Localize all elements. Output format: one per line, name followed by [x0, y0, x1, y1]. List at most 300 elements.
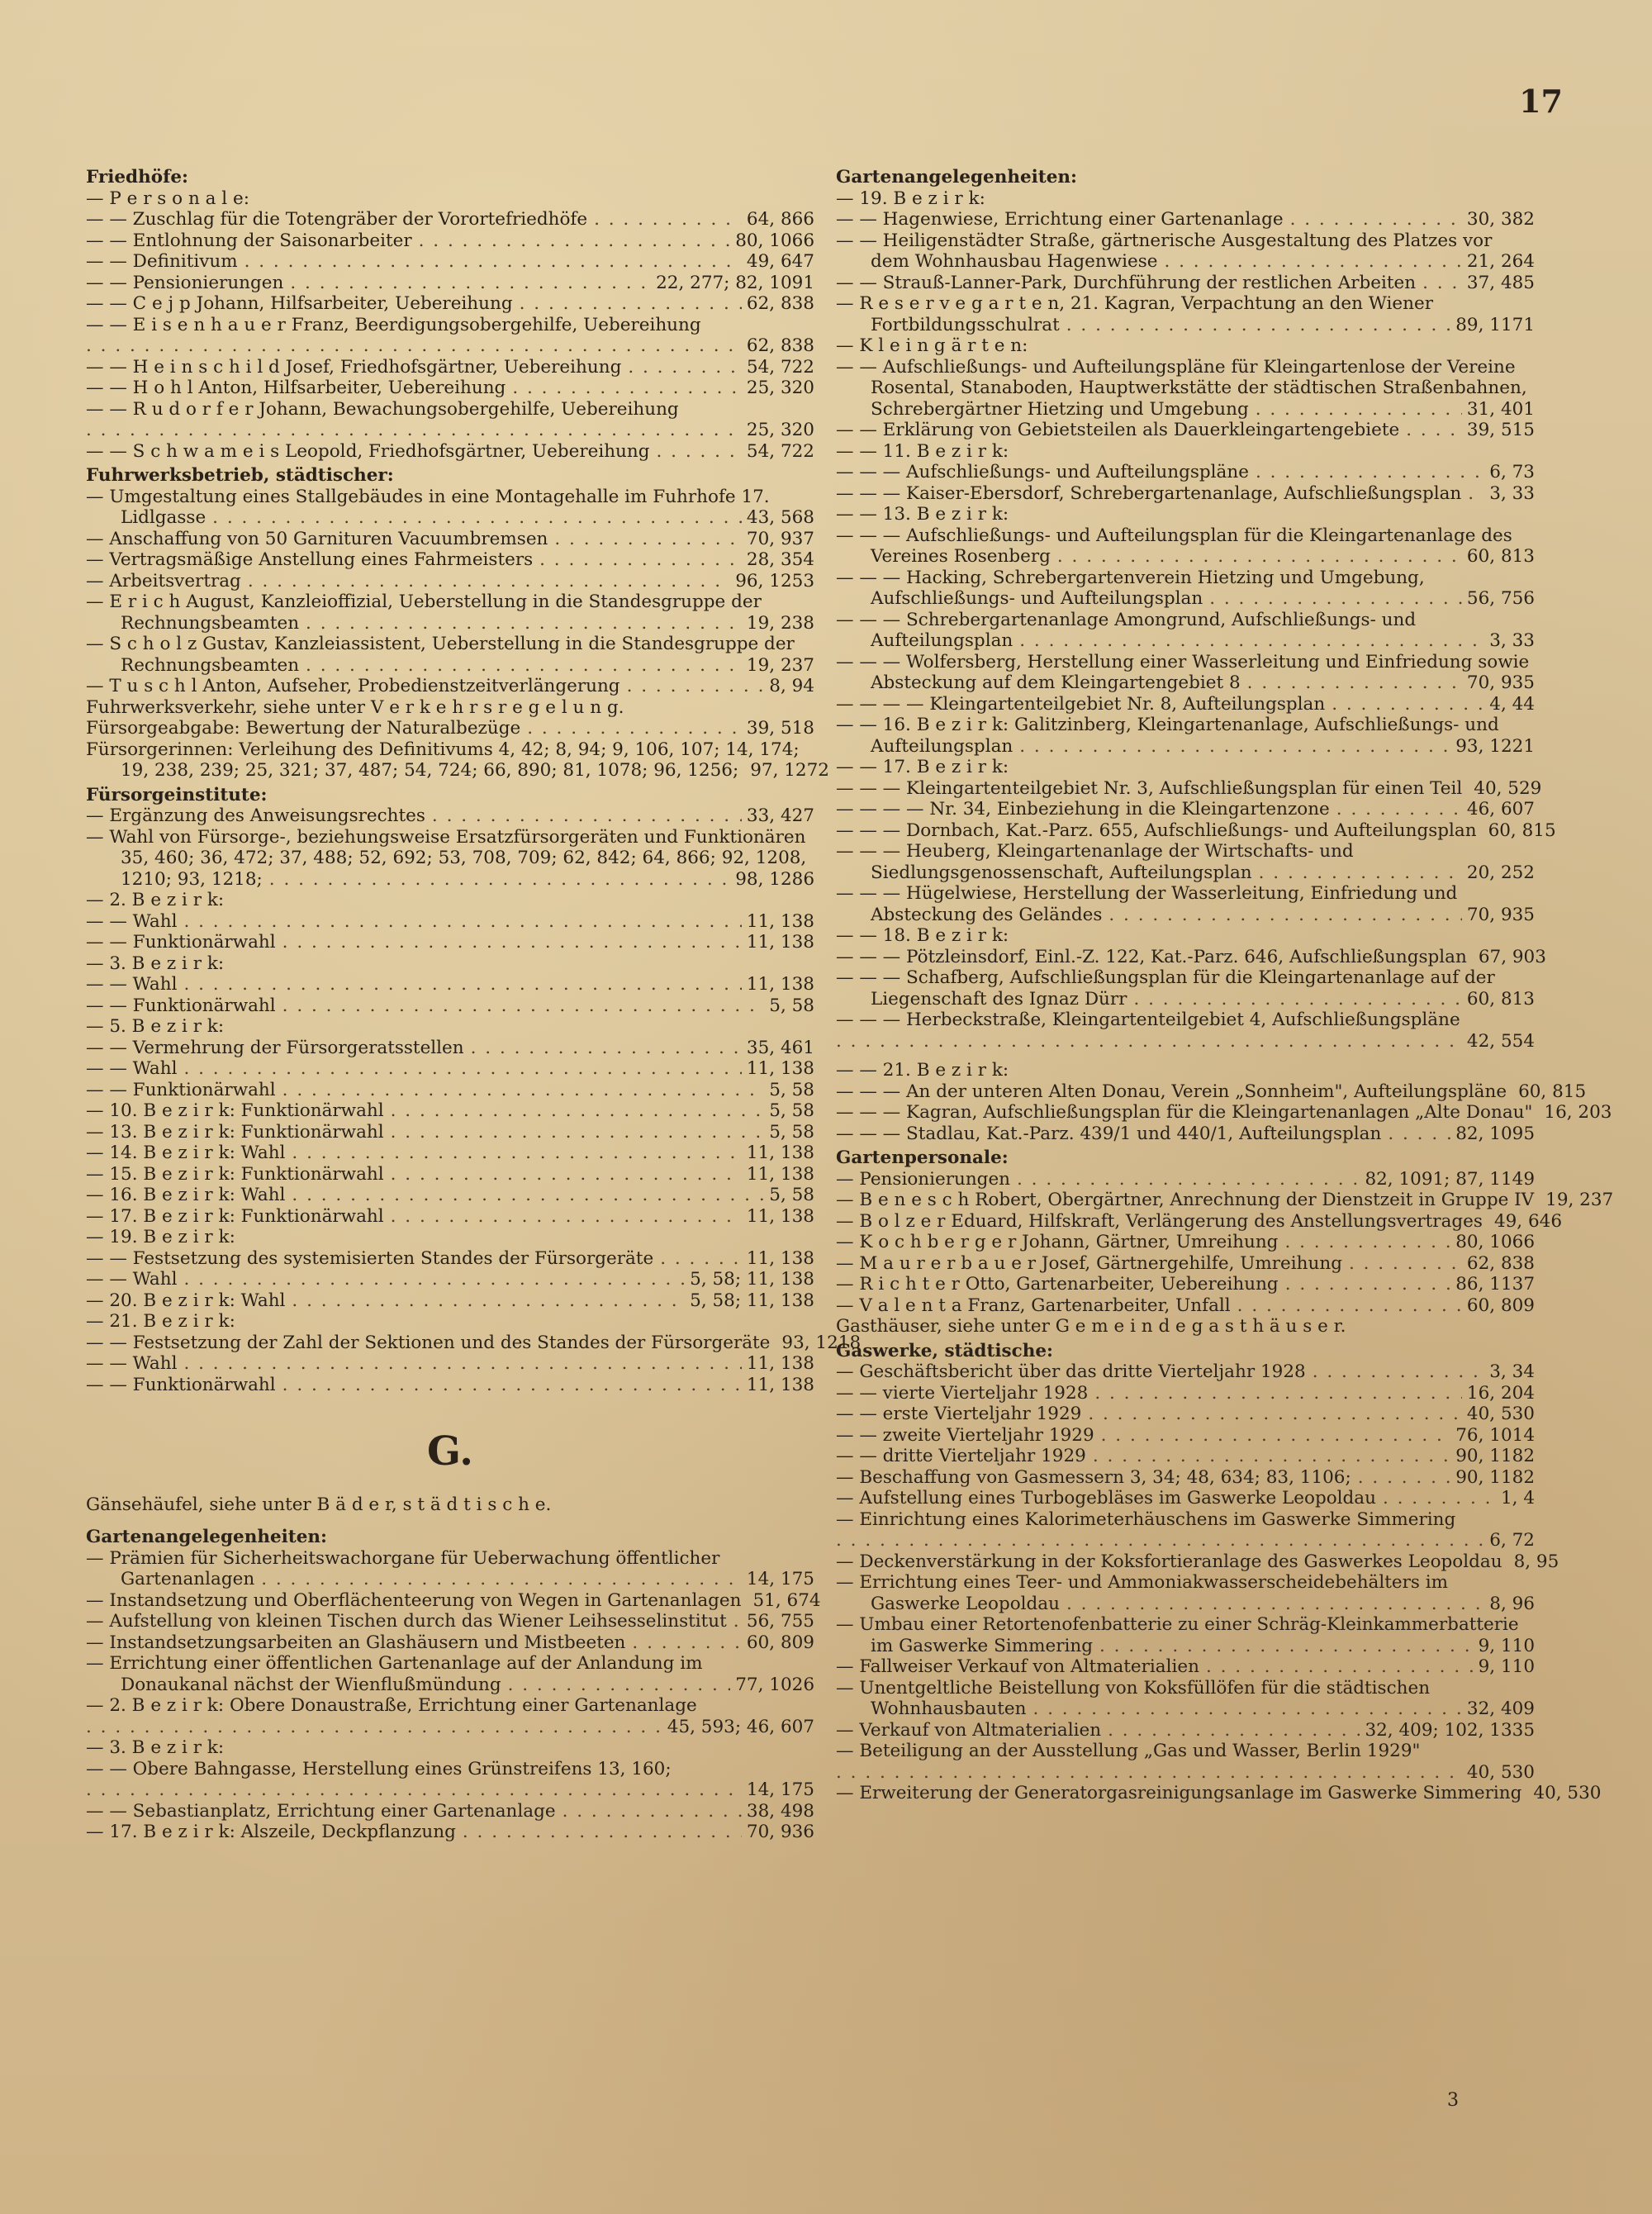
page-reference: 80, 1066 [1455, 1232, 1535, 1252]
leader-dots [1388, 1124, 1450, 1145]
page-reference: 45, 593; 46, 607 [667, 1716, 814, 1737]
entry-text: — V a l e n t a Franz, Gartenarbeiter, Unfall [836, 1295, 1231, 1316]
leader-dots [1066, 1594, 1484, 1615]
entry-text: — Vertragsmäßige Anstellung eines Fahrmeisters [86, 549, 534, 570]
entry-text: — — — Wolfersberg, Herstellung einer Wasserleitung und Einfriedung sowie Absteckung auf dem Kleingartengebiet 8 [836, 651, 1530, 693]
entry-text: — Wahl von Fürsorge-, beziehungsweise Ersatzfürsorgeräten und Funktionären 35, 460; 36, 472; 37, 488; 52, 692; 53, 708, 709; 62, 842; 64, 866; 92, 1208, 1210; 93, 1218; [86, 826, 807, 890]
page-reference-line [86, 1717, 814, 1738]
page-reference: 70, 937 [746, 528, 814, 549]
leader-dots [282, 932, 742, 953]
leader-dots [471, 1038, 742, 1059]
entry-text: — — Entlohnung der Saisonarbeiter [86, 230, 412, 251]
entry-text: — Prämien für Sicherheitswachorgane für Ueberwachung öffentlicher Gartenanlagen [86, 1547, 720, 1589]
page-reference: 42, 554 [1466, 1030, 1535, 1052]
leader-dots [1422, 273, 1462, 294]
page-reference: 35, 461 [746, 1037, 814, 1058]
entry-text: — — Erklärung von Gebietsteilen als Dauerkleingartengebiete [836, 420, 1400, 440]
leader-dots [1088, 1404, 1462, 1425]
leader-dots [1336, 799, 1462, 820]
page-reference: 32, 409; 102, 1335 [1365, 1719, 1535, 1741]
page-reference: 60, 813 [1466, 988, 1535, 1010]
page-reference: 70, 935 [1466, 904, 1535, 925]
entry-text: — Pensionierungen [836, 1168, 1011, 1190]
index-entry: — 3. B e z i r k: [86, 953, 225, 974]
page-reference: 30, 382 [1466, 209, 1535, 230]
leader-dots [660, 1248, 742, 1270]
page-reference-line [86, 335, 814, 357]
entry-text: — Geschäftsbericht über das dritte Vierteljahr 1928 [836, 1361, 1306, 1382]
index-entry [86, 1611, 814, 1632]
leader-dots [183, 1353, 741, 1375]
page-reference: 9, 110 [1478, 1635, 1535, 1656]
entry-text: — Umbau einer Retortenofenbatterie zu einer Schräg-Kleinkammerbatterie im Gaswerke Simmering [836, 1614, 1519, 1656]
leader-dots [1133, 989, 1461, 1010]
leader-dots [1164, 251, 1461, 273]
entry-text: — Verkauf von Altmaterialien [836, 1719, 1102, 1741]
index-entry: — — Obere Bahngasse, Herstellung eines Grünstreifens 13, 160; [86, 1758, 672, 1779]
index-entry [836, 1211, 1535, 1233]
index-entry: — 5. B e z i r k: [86, 1016, 225, 1037]
entry-text: — — Strauß-Lanner-Park, Durchführung der restlichen Arbeiten [836, 272, 1417, 293]
leader-dots [212, 507, 742, 529]
leader-dots [1256, 399, 1462, 420]
entry-text: — 10. B e z i r k: Funktionärwahl [86, 1100, 384, 1121]
index-entry [836, 820, 1535, 842]
leader-dots [1099, 1636, 1474, 1657]
page-reference: 40, 529 [1474, 777, 1542, 799]
leader-dots [1332, 694, 1484, 715]
page-reference: 11, 138 [746, 1205, 814, 1227]
page-reference: 54, 722 [746, 356, 814, 378]
page-reference: 62, 838 [1466, 1252, 1535, 1274]
leader-dots [1290, 209, 1462, 230]
entry-text: — — dritte Vierteljahr 1929 [836, 1446, 1086, 1466]
entry-text: Fürsorgeabgabe: Bewertung der Naturalbezüge [86, 718, 521, 739]
leader-dots [1406, 420, 1462, 441]
leader-dots [527, 718, 742, 739]
entry-text: — T u s c h l Anton, Aufseher, Probedienstzeitverlängerung [86, 676, 620, 696]
leader-dots [1349, 1253, 1462, 1275]
leader-dots [290, 273, 651, 294]
page-reference: 60, 815 [1518, 1081, 1587, 1102]
spacer [836, 1052, 1535, 1060]
entry-text: — Instandsetzungsarbeiten an Glashäusern und Mistbeeten [86, 1632, 626, 1653]
entry-reference-line [86, 911, 814, 933]
entry-text: — Aufstellung eines Turbogebläses im Gaswerke Leopoldau [836, 1488, 1376, 1508]
page-reference: 46, 607 [1466, 799, 1535, 820]
page-reference: 89, 1171 [1455, 314, 1535, 335]
index-entry: — 21. B e z i r k: [86, 1311, 235, 1332]
index-entry [86, 739, 814, 782]
entry-text: — — — Hacking, Schrebergartenverein Hietzing und Umgebung, Aufschließungs- und Aufteilungsplan [836, 567, 1425, 609]
index-entry: — — E i s e n h a u e r Franz, Beerdigungsobergehilfe, Uebereihung [86, 314, 701, 335]
entry-text: — — — An der unteren Alten Donau, Verein „Sonnheim", Aufteilungspläne [836, 1081, 1507, 1102]
page-reference: 16, 204 [1466, 1382, 1535, 1404]
page-reference: 8, 96 [1489, 1593, 1535, 1614]
entry-text: — — erste Vierteljahr 1929 [836, 1404, 1082, 1424]
page-reference: 20, 252 [1466, 862, 1535, 883]
page-reference: 70, 936 [746, 1822, 814, 1842]
entry-text: — Aufstellung von kleinen Tischen durch das Wiener Leihsesselinstitut [86, 1611, 727, 1632]
page-reference: 19, 237 [746, 654, 814, 676]
leader-dots [1468, 483, 1484, 505]
entry-text: — — Funktionärwahl [86, 932, 276, 953]
entry-text: — Deckenverstärkung in der Koksfortieranlage des Gaswerkes Leopoldau [836, 1551, 1502, 1572]
page-reference: 11, 138 [746, 1163, 814, 1185]
entry-text: — S c h o l z Gustav, Kanzleiassistent, Ueberstellung in die Standesgruppe der Rechnungsbeamten [86, 634, 795, 676]
entry-text: — — S c h w a m e i s Leopold, Friedhofsgärtner, Uebereihung [86, 440, 650, 462]
page-number: 17 [1519, 83, 1563, 120]
letter-heading: G. [427, 1428, 473, 1475]
entry-text: — — Festsetzung der Zahl der Sektionen und des Standes der Fürsorgeräte [86, 1332, 771, 1353]
entry-text: — — Wahl [86, 1269, 178, 1290]
leader-dots [508, 1675, 731, 1696]
page-reference: 3, 33 [1489, 482, 1535, 504]
page-reference: 1, 4 [1500, 1488, 1535, 1508]
left-column [86, 164, 862, 1843]
page-reference: 14, 175 [746, 1779, 814, 1800]
page-reference: 5, 58; 11, 138 [690, 1269, 814, 1290]
entry-text: — Erweiterung der Generatorgasreinigungsanlage im Gaswerke Simmering [836, 1783, 1522, 1803]
leader-dots [306, 655, 742, 677]
index-entry [836, 1551, 1535, 1573]
leader-dots [1094, 1383, 1462, 1404]
entry-text: — Arbeitsvertrag [86, 570, 241, 592]
page-reference: 25, 320 [746, 378, 814, 398]
page-reference: 80, 1066 [735, 230, 814, 251]
page-reference: 38, 498 [746, 1800, 814, 1822]
entry-text: — 14. B e z i r k: Wahl [86, 1143, 286, 1163]
page-reference: 9, 110 [1478, 1656, 1535, 1677]
page-reference: 93, 1221 [1455, 735, 1535, 757]
entry-text: — 15. B e z i r k: Funktionärwahl [86, 1163, 384, 1185]
entry-text: — — — Stadlau, Kat.-Parz. 439/1 und 440/1, Aufteilungsplan [836, 1123, 1382, 1144]
leader-dots [1206, 1656, 1474, 1678]
leader-dots [269, 869, 730, 891]
entry-text: — Beschaffung von Gasmessern 3, 34; 48, 634; 83, 1106; [836, 1466, 1351, 1488]
leader-dots [1358, 1467, 1451, 1489]
index-entry: — — 17. B e z i r k: [836, 757, 1009, 777]
index-entry: — Beteiligung an der Ausstellung „Gas und Wasser, Berlin 1929" [836, 1741, 1421, 1761]
leader-dots [628, 357, 742, 378]
footer-signature: 3 [1447, 2090, 1459, 2111]
section-heading: Gartenangelegenheiten: [86, 1527, 327, 1547]
entry-text: — 17. B e z i r k: Alszeile, Deckpflanzung [86, 1822, 456, 1842]
page-reference: 96, 1253 [735, 570, 814, 592]
page-reference: 37, 485 [1466, 272, 1535, 293]
page-reference: 97, 1272 [750, 760, 829, 781]
section-heading: Gartenangelegenheiten: [836, 167, 1077, 188]
leader-dots [1093, 1446, 1450, 1467]
leader-dots [1032, 1699, 1461, 1720]
page-reference: 86, 1137 [1455, 1274, 1535, 1295]
entry-text: — Anschaffung von 50 Garnituren Vacuumbremsen [86, 528, 548, 549]
leader-dots [244, 251, 742, 273]
leader-dots [836, 1762, 1462, 1784]
page-reference: 62, 838 [746, 293, 814, 314]
entry-text: — — Heiligenstädter Straße, gärtnerische Ausgestaltung des Platzes vor dem Wohnhausbau Hagenwiese [836, 230, 1493, 272]
entry-text: — — Hagenwiese, Errichtung einer Gartenanlage [836, 209, 1284, 230]
page-reference: 40, 530 [1466, 1404, 1535, 1424]
page-reference: 11, 138 [746, 932, 814, 953]
page-reference: 6, 73 [1489, 462, 1535, 482]
page-reference: 5, 58; 11, 138 [690, 1290, 814, 1311]
leader-dots [1237, 1295, 1462, 1317]
page-reference: 43, 568 [746, 507, 814, 528]
entry-text: — — zweite Vierteljahr 1929 [836, 1424, 1094, 1446]
index-entry [86, 1590, 814, 1612]
entry-text: — — — Aufschließungs- und Aufteilungspläne [836, 462, 1249, 482]
entry-text: — — H e i n s c h i l d Josef, Friedhofsgärtner, Uebereihung [86, 356, 622, 378]
leader-dots [563, 1801, 742, 1822]
entry-reference-line [86, 1058, 814, 1080]
entry-text: — — Vermehrung der Fürsorgeratsstellen [86, 1037, 464, 1058]
index-entry: — P e r s o n a l e: [86, 188, 249, 209]
page-reference: 49, 647 [746, 251, 814, 272]
page-reference: 16, 203 [1544, 1102, 1612, 1123]
right-column [836, 164, 1614, 1804]
cross-reference: Gänsehäufel, siehe unter B ä d e r, s t ä d t i s c h e. [86, 1494, 552, 1515]
page-reference: 6, 72 [1489, 1530, 1535, 1551]
entry-text: — Errichtung eines Teer- und Ammoniakwasserscheidebehälters im Gaswerke Leopoldau [836, 1572, 1449, 1614]
page-reference: 90, 1182 [1455, 1466, 1535, 1488]
entry-text: — — Funktionärwahl [86, 1374, 276, 1395]
leader-dots [1209, 588, 1462, 610]
index-entry: — 2. B e z i r k: [86, 890, 225, 910]
page-reference: 14, 175 [746, 1569, 814, 1589]
leader-dots [282, 1080, 765, 1101]
leader-dots [1285, 1274, 1451, 1295]
entry-text: — — — Aufschließungs- und Aufteilungsplan für die Kleingartenanlage des Vereines Rosenberg [836, 525, 1512, 567]
entry-text: — R i c h t e r Otto, Gartenarbeiter, Uebereihung [836, 1274, 1279, 1295]
page-reference: 21, 264 [1466, 251, 1535, 272]
entry-text: — — Funktionärwahl [86, 1079, 276, 1100]
page-reference: 56, 755 [746, 1611, 814, 1632]
leader-dots [432, 805, 742, 827]
page-reference: 4, 44 [1489, 693, 1535, 715]
page-reference: 28, 354 [746, 549, 814, 570]
index-entry: — Einrichtung eines Kalorimeterhäuschens im Gaswerke Simmering [836, 1508, 1456, 1530]
entry-text: — — — Dornbach, Kat.-Parz. 655, Aufschließungs- und Aufteilungsplan [836, 820, 1477, 841]
index-entry: — 19. B e z i r k: [836, 188, 985, 209]
entry-text: — 20. B e z i r k: Wahl [86, 1290, 286, 1311]
page-reference: 40, 530 [1466, 1761, 1535, 1783]
page-reference: 5, 58 [769, 1185, 814, 1205]
section-heading: Fürsorgeinstitute: [86, 784, 268, 805]
index-entry: — — 21. B e z i r k: [836, 1060, 1009, 1081]
page-reference: 76, 1014 [1455, 1424, 1535, 1446]
page-reference: 11, 138 [746, 910, 814, 932]
page-reference: 93, 1218 [781, 1332, 862, 1353]
entry-text: — — — Pötzleinsdorf, Einl.-Z. 122, Kat.-Parz. 646, Aufschließungsplan [836, 946, 1467, 967]
page-reference: 8, 95 [1513, 1551, 1559, 1572]
entry-text: — M a u r e r b a u e r Josef, Gärtnergehilfe, Umreihung [836, 1252, 1342, 1274]
leader-dots [282, 995, 765, 1017]
entry-text: — — 16. B e z i r k: Galitzinberg, Kleingartenanlage, Aufschließungs- und Aufteilungsplan [836, 715, 1499, 757]
spacer [86, 1515, 814, 1523]
entry-text: — — — Heuberg, Kleingartenanlage der Wirtschafts- und Siedlungsgenossenschaft, Aufteilungsplan [836, 841, 1354, 883]
index-entry: — 2. B e z i r k: Obere Donaustraße, Errichtung einer Gartenanlage [86, 1695, 697, 1716]
index-entry: — — 18. B e z i r k: [836, 925, 1009, 946]
leader-dots [183, 1269, 685, 1290]
index-entry: — — 11. B e z i r k: [836, 440, 1009, 462]
leader-dots [594, 209, 742, 230]
page-reference: 33, 427 [746, 805, 814, 826]
leader-dots [248, 571, 730, 592]
leader-dots [391, 1206, 742, 1228]
section-heading: Fuhrwerksbetrieb, städtischer: [86, 465, 394, 486]
leader-dots [292, 1143, 742, 1164]
page-reference: 22, 277; 82, 1091 [656, 272, 814, 293]
section-heading: Gartenpersonale: [836, 1147, 1009, 1168]
page-reference: 11, 138 [746, 1058, 814, 1079]
page-reference: 60, 809 [1466, 1295, 1535, 1316]
leader-dots [539, 549, 742, 571]
page-reference: 98, 1286 [735, 868, 814, 890]
entry-reference-line [86, 1269, 814, 1290]
page-reference: 39, 515 [1466, 420, 1535, 440]
leader-dots [512, 378, 742, 399]
entry-text: — — Wahl [86, 974, 178, 995]
entry-text: — Unentgeltliche Beistellung von Koksfüllöfen für die städtischen Wohnhausbauten [836, 1677, 1431, 1719]
entry-text: — — Sebastianplatz, Errichtung einer Gartenanlage [86, 1800, 556, 1822]
entry-text: — — H o h l Anton, Hilfsarbeiter, Uebereihung [86, 378, 506, 398]
index-entry: — — R u d o r f e r Johann, Bewachungsobergehilfe, Uebereihung [86, 398, 679, 420]
leader-dots [1017, 1169, 1360, 1190]
section-heading: Friedhöfe: [86, 167, 188, 188]
entry-reference-line [86, 1353, 814, 1375]
leader-dots [657, 441, 742, 463]
page-reference: 40, 530 [1533, 1783, 1602, 1803]
leader-dots [86, 1717, 662, 1738]
index-entry [836, 1783, 1535, 1804]
page-reference: 11, 138 [746, 974, 814, 995]
cross-reference: Fuhrwerksverkehr, siehe unter V e r k e h r s r e g e l u n g. [86, 696, 624, 718]
entry-text: — — Pensionierungen [86, 272, 284, 293]
entry-text: — 16. B e z i r k: Wahl [86, 1185, 286, 1205]
entry-text: — — Wahl [86, 1353, 178, 1374]
leader-dots [554, 529, 742, 550]
index-entry [836, 947, 1535, 968]
page-reference: 54, 722 [746, 440, 814, 462]
entry-text: — — vierte Vierteljahr 1928 [836, 1382, 1089, 1404]
leader-dots [183, 974, 741, 995]
entry-text: — Instandsetzung und Oberflächenteerung von Wegen in Gartenanlagen [86, 1589, 742, 1611]
page-reference: 25, 320 [746, 420, 814, 440]
entry-text: — — — — Kleingartenteilgebiet Nr. 8, Aufteilungsplan [836, 693, 1326, 715]
page-reference: 5, 58 [769, 1079, 814, 1100]
page-reference: 5, 58 [769, 995, 814, 1016]
entry-text: — — C e j p Johann, Hilfsarbeiter, Uebereihung [86, 293, 513, 314]
page-reference: 11, 138 [746, 1374, 814, 1395]
entry-text: — — Wahl [86, 1058, 178, 1079]
entry-text: — — — Kagran, Aufschließungsplan für die Kleingartenanlagen „Alte Donau" [836, 1102, 1533, 1123]
entry-text: — — Aufschließungs- und Aufteilungspläne für Kleingartenlose der Vereine Rosental, Stanaboden, Hauptwerkstätte der städtischen Straßenbahnen, Schrebergärtner Hietzing und Umgebung [836, 356, 1527, 420]
page-reference-line [86, 1779, 814, 1801]
index-entry: — 3. B e z i r k: [86, 1737, 225, 1758]
leader-dots [261, 1569, 742, 1590]
leader-dots [391, 1122, 765, 1143]
leader-dots [627, 676, 765, 697]
page-reference: 3, 34 [1489, 1361, 1535, 1382]
entry-text: — — — Kleingartenteilgebiet Nr. 3, Aufschließungsplan für einen Teil [836, 777, 1463, 799]
entry-text: — — Definitivum [86, 251, 238, 272]
leader-dots [86, 1779, 742, 1801]
entry-text: — Fallweiser Verkauf von Altmaterialien [836, 1656, 1199, 1677]
leader-dots [419, 230, 731, 252]
leader-dots [1019, 736, 1450, 758]
entry-text: — 17. B e z i r k: Funktionärwahl [86, 1205, 384, 1227]
leader-dots [292, 1290, 685, 1312]
leader-dots [183, 911, 741, 933]
section-heading: Gaswerke, städtische: [836, 1340, 1053, 1361]
page-reference: 19, 238 [746, 612, 814, 634]
entry-text: — — — Schafberg, Aufschließungsplan für die Kleingartenanlage auf der Liegenschaft des Ignaz Dürr [836, 967, 1495, 1010]
page-reference: 82, 1091; 87, 1149 [1365, 1168, 1535, 1190]
page-reference-line [836, 1530, 1535, 1551]
page-reference: 19, 237 [1545, 1190, 1614, 1210]
entry-text: — — — — Nr. 34, Einbeziehung in die Kleingartenzone [836, 799, 1330, 820]
page-reference: 70, 935 [1466, 672, 1535, 693]
page-reference: 32, 409 [1466, 1699, 1535, 1719]
leader-dots [632, 1632, 742, 1654]
index-entry [836, 1102, 1535, 1124]
index-entry: — — — Herbeckstraße, Kleingartenteilgebiet 4, Aufschließungspläne [836, 1010, 1460, 1030]
leader-dots [1259, 862, 1462, 884]
page-reference: 60, 815 [1488, 820, 1556, 841]
page-reference: 49, 646 [1493, 1210, 1563, 1232]
entry-text: Fürsorgerinnen: Verleihung des Definitivums 4, 42; 8, 94; 9, 106, 107; 14, 174; 19, 238, 239; 25, 321; 37, 487; 54, 724; 66, 890; 81, 1078; 96, 1256; [86, 739, 800, 781]
leader-dots [292, 1185, 764, 1206]
leader-dots [86, 420, 742, 441]
entry-text: — — — Hügelwiese, Herstellung der Wasserleitung, Einfriedung und Absteckung des Geländes [836, 883, 1458, 925]
page-reference: 8, 94 [769, 676, 814, 696]
entry-text: — B e n e s c h Robert, Obergärtner, Anrechnung der Dienstzeit in Gruppe IV [836, 1190, 1535, 1210]
entry-text: — Errichtung einer öffentlichen Gartenanlage auf der Anlandung im Donaukanal nächst der Wienflußmündung [86, 1653, 703, 1695]
page-reference: 5, 58 [769, 1121, 814, 1143]
leader-dots [391, 1100, 765, 1122]
leader-dots [1101, 1425, 1451, 1447]
entry-text: — 13. B e z i r k: Funktionärwahl [86, 1121, 384, 1143]
index-entry [836, 1190, 1535, 1211]
page-reference: 3, 33 [1489, 630, 1535, 651]
entry-text: — E r i c h August, Kanzleioffizial, Ueberstellung in die Standesgruppe der Rechnungsbeamten [86, 592, 762, 634]
cross-reference: Gasthäuser, siehe unter G e m e i n d e g a s t h ä u s e r. [836, 1316, 1346, 1337]
page-reference: 11, 138 [746, 1353, 814, 1374]
leader-dots [520, 293, 742, 315]
leader-dots [282, 1375, 742, 1396]
page-reference: 39, 518 [746, 718, 814, 739]
entry-text: — — — Kaiser-Ebersdorf, Schrebergartenanlage, Aufschließungsplan [836, 482, 1462, 504]
page-reference-line [836, 1031, 1535, 1052]
page-reference: 60, 813 [1466, 546, 1535, 567]
leader-dots [1256, 462, 1484, 483]
leader-dots [836, 1530, 1484, 1551]
leader-dots [1284, 1232, 1450, 1253]
leader-dots [183, 1058, 741, 1080]
entry-text: — — Wahl [86, 910, 178, 932]
index-entry: — 19. B e z i r k: [86, 1227, 235, 1247]
leader-dots [391, 1164, 742, 1185]
page-reference: 60, 809 [746, 1632, 814, 1653]
page-reference-line [836, 1762, 1535, 1784]
entry-text: — Umgestaltung eines Stallgebäudes in eine Montagehalle im Fuhrhofe 17. Lidlgasse [86, 486, 770, 528]
page-reference: 67, 903 [1478, 946, 1546, 967]
page-reference: 77, 1026 [735, 1674, 814, 1695]
index-entry [86, 1333, 814, 1354]
entry-text: — K o c h b e r g e r Johann, Gärtner, Umreihung [836, 1232, 1279, 1252]
leader-dots [1066, 315, 1450, 336]
